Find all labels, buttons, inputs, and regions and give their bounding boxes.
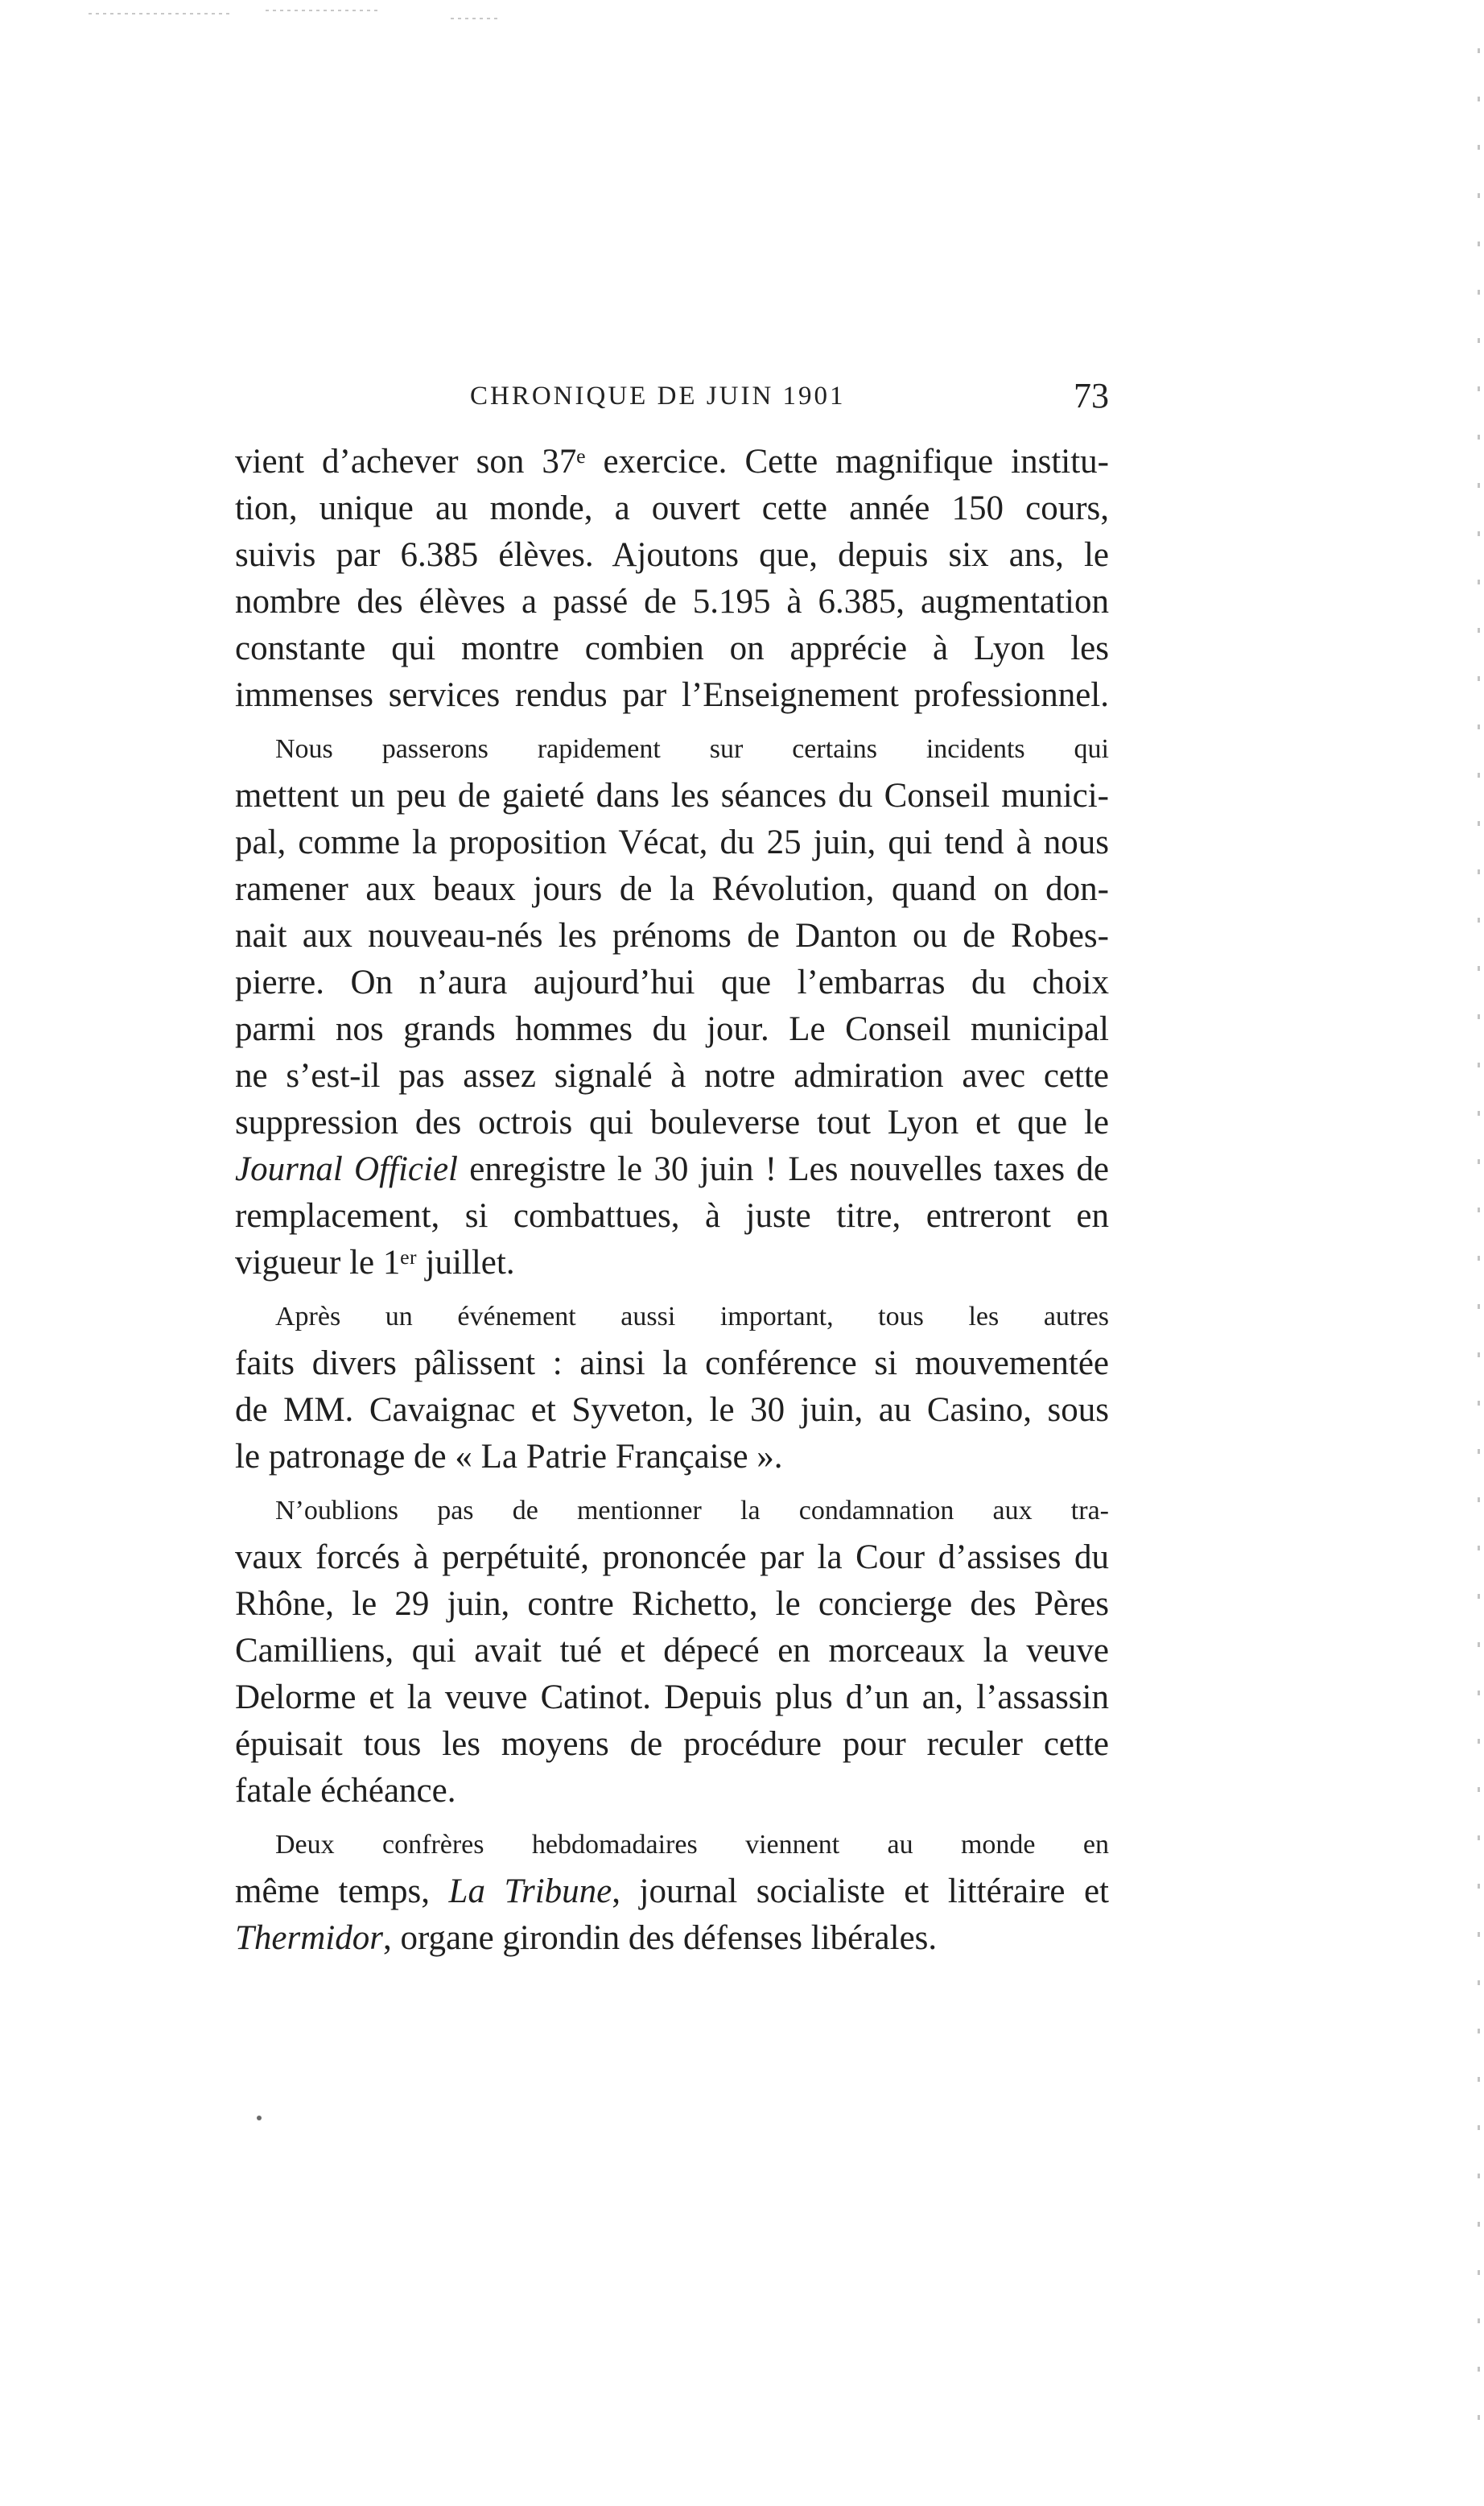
text-line: nait aux nouveau-nés les prénoms de Danton ou de Robes- — [235, 917, 1109, 955]
text-line-italic-title: même temps, La Tribune, journal socialiste et littéraire et — [235, 1872, 1109, 1910]
running-title: CHRONIQUE DE JUIN 1901 — [470, 382, 846, 411]
scan-noise-top-2 — [266, 10, 378, 11]
text-line: mettent un peu de gaieté dans les séances du Conseil munici- — [235, 777, 1109, 815]
text-line: Après un événement aussi important, tous les autres — [275, 1302, 1109, 1331]
text-line: de MM. Cavaignac et Syveton, le 30 juin, au Casino, sous — [235, 1391, 1109, 1429]
body-text — [235, 439, 1109, 1962]
text-line: Nous passerons rapidement sur certains incidents qui — [275, 734, 1109, 764]
running-head — [235, 372, 1109, 420]
text-line: N’oublions pas de mentionner la condamnation aux tra- — [275, 1496, 1109, 1525]
text-line-italic-title: Thermidor, organe girondin des défenses libérales. — [235, 1919, 938, 1957]
text-line: pal, comme la proposition Vécat, du 25 juin, qui tend à nous — [235, 824, 1109, 861]
text-line: vaux forcés à perpétuité, prononcée par la Cour d’assises du — [235, 1538, 1109, 1576]
text-line: suppression des octrois qui bouleverse tout Lyon et que le — [235, 1104, 1109, 1142]
paragraph — [235, 1294, 1109, 1480]
text-line: vient d’achever son 37ᵉ exercice. Cette magnifique institu- — [235, 443, 1109, 481]
text-line: vigueur le 1ᵉʳ juillet. — [235, 1244, 515, 1282]
scan-speck — [257, 2116, 262, 2120]
text-line: tion, unique au monde, a ouvert cette année 150 cours, — [235, 489, 1109, 527]
text-line: le patronage de « La Patrie Française ». — [235, 1438, 783, 1476]
text-line: ramener aux beaux jours de la Révolution, quand on don- — [235, 870, 1109, 908]
text-line: Rhône, le 29 juin, contre Richetto, le concierge des Pères — [235, 1585, 1109, 1623]
scan-noise-top-3 — [451, 18, 499, 19]
scan-noise-top — [89, 13, 233, 14]
text-line: immenses services rendus par l’Enseignement professionnel. — [235, 676, 1109, 714]
text-line: Deux confrères hebdomadaires viennent au monde en — [275, 1830, 1109, 1860]
text-line: fatale échéance. — [235, 1772, 456, 1810]
text-line: épuisait tous les moyens de procédure pour reculer cette — [235, 1725, 1109, 1763]
text-line-italic-title: Journal Officiel enregistre le 30 juin ! Les nouvelles taxes de — [235, 1150, 1109, 1188]
text-line: ne s’est-il pas assez signalé à notre admiration avec cette — [235, 1057, 1109, 1095]
page-number: 73 — [1074, 376, 1109, 415]
text-line: nombre des élèves a passé de 5.195 à 6.385, augmentation — [235, 583, 1109, 621]
paragraph — [235, 439, 1109, 719]
scan-edge-right — [1478, 48, 1480, 2463]
paragraph — [235, 726, 1109, 1286]
paragraph — [235, 1488, 1109, 1814]
text-line: suivis par 6.385 élèves. Ajoutons que, depuis six ans, le — [235, 536, 1109, 574]
text-line: Camilliens, qui avait tué et dépecé en morceaux la veuve — [235, 1632, 1109, 1670]
text-line: parmi nos grands hommes du jour. Le Conseil municipal — [235, 1010, 1109, 1048]
text-line: faits divers pâlissent : ainsi la conférence si mouvementée — [235, 1344, 1109, 1382]
text-line: pierre. On n’aura aujourd’hui que l’embarras du choix — [235, 964, 1109, 1001]
paragraph — [235, 1822, 1109, 1962]
text-line: constante qui montre combien on apprécie à Lyon les — [235, 630, 1109, 667]
text-line: Delorme et la veuve Catinot. Depuis plus d’un an, l’assassin — [235, 1678, 1109, 1716]
text-line: remplacement, si combattues, à juste titre, entreront en — [235, 1197, 1109, 1235]
